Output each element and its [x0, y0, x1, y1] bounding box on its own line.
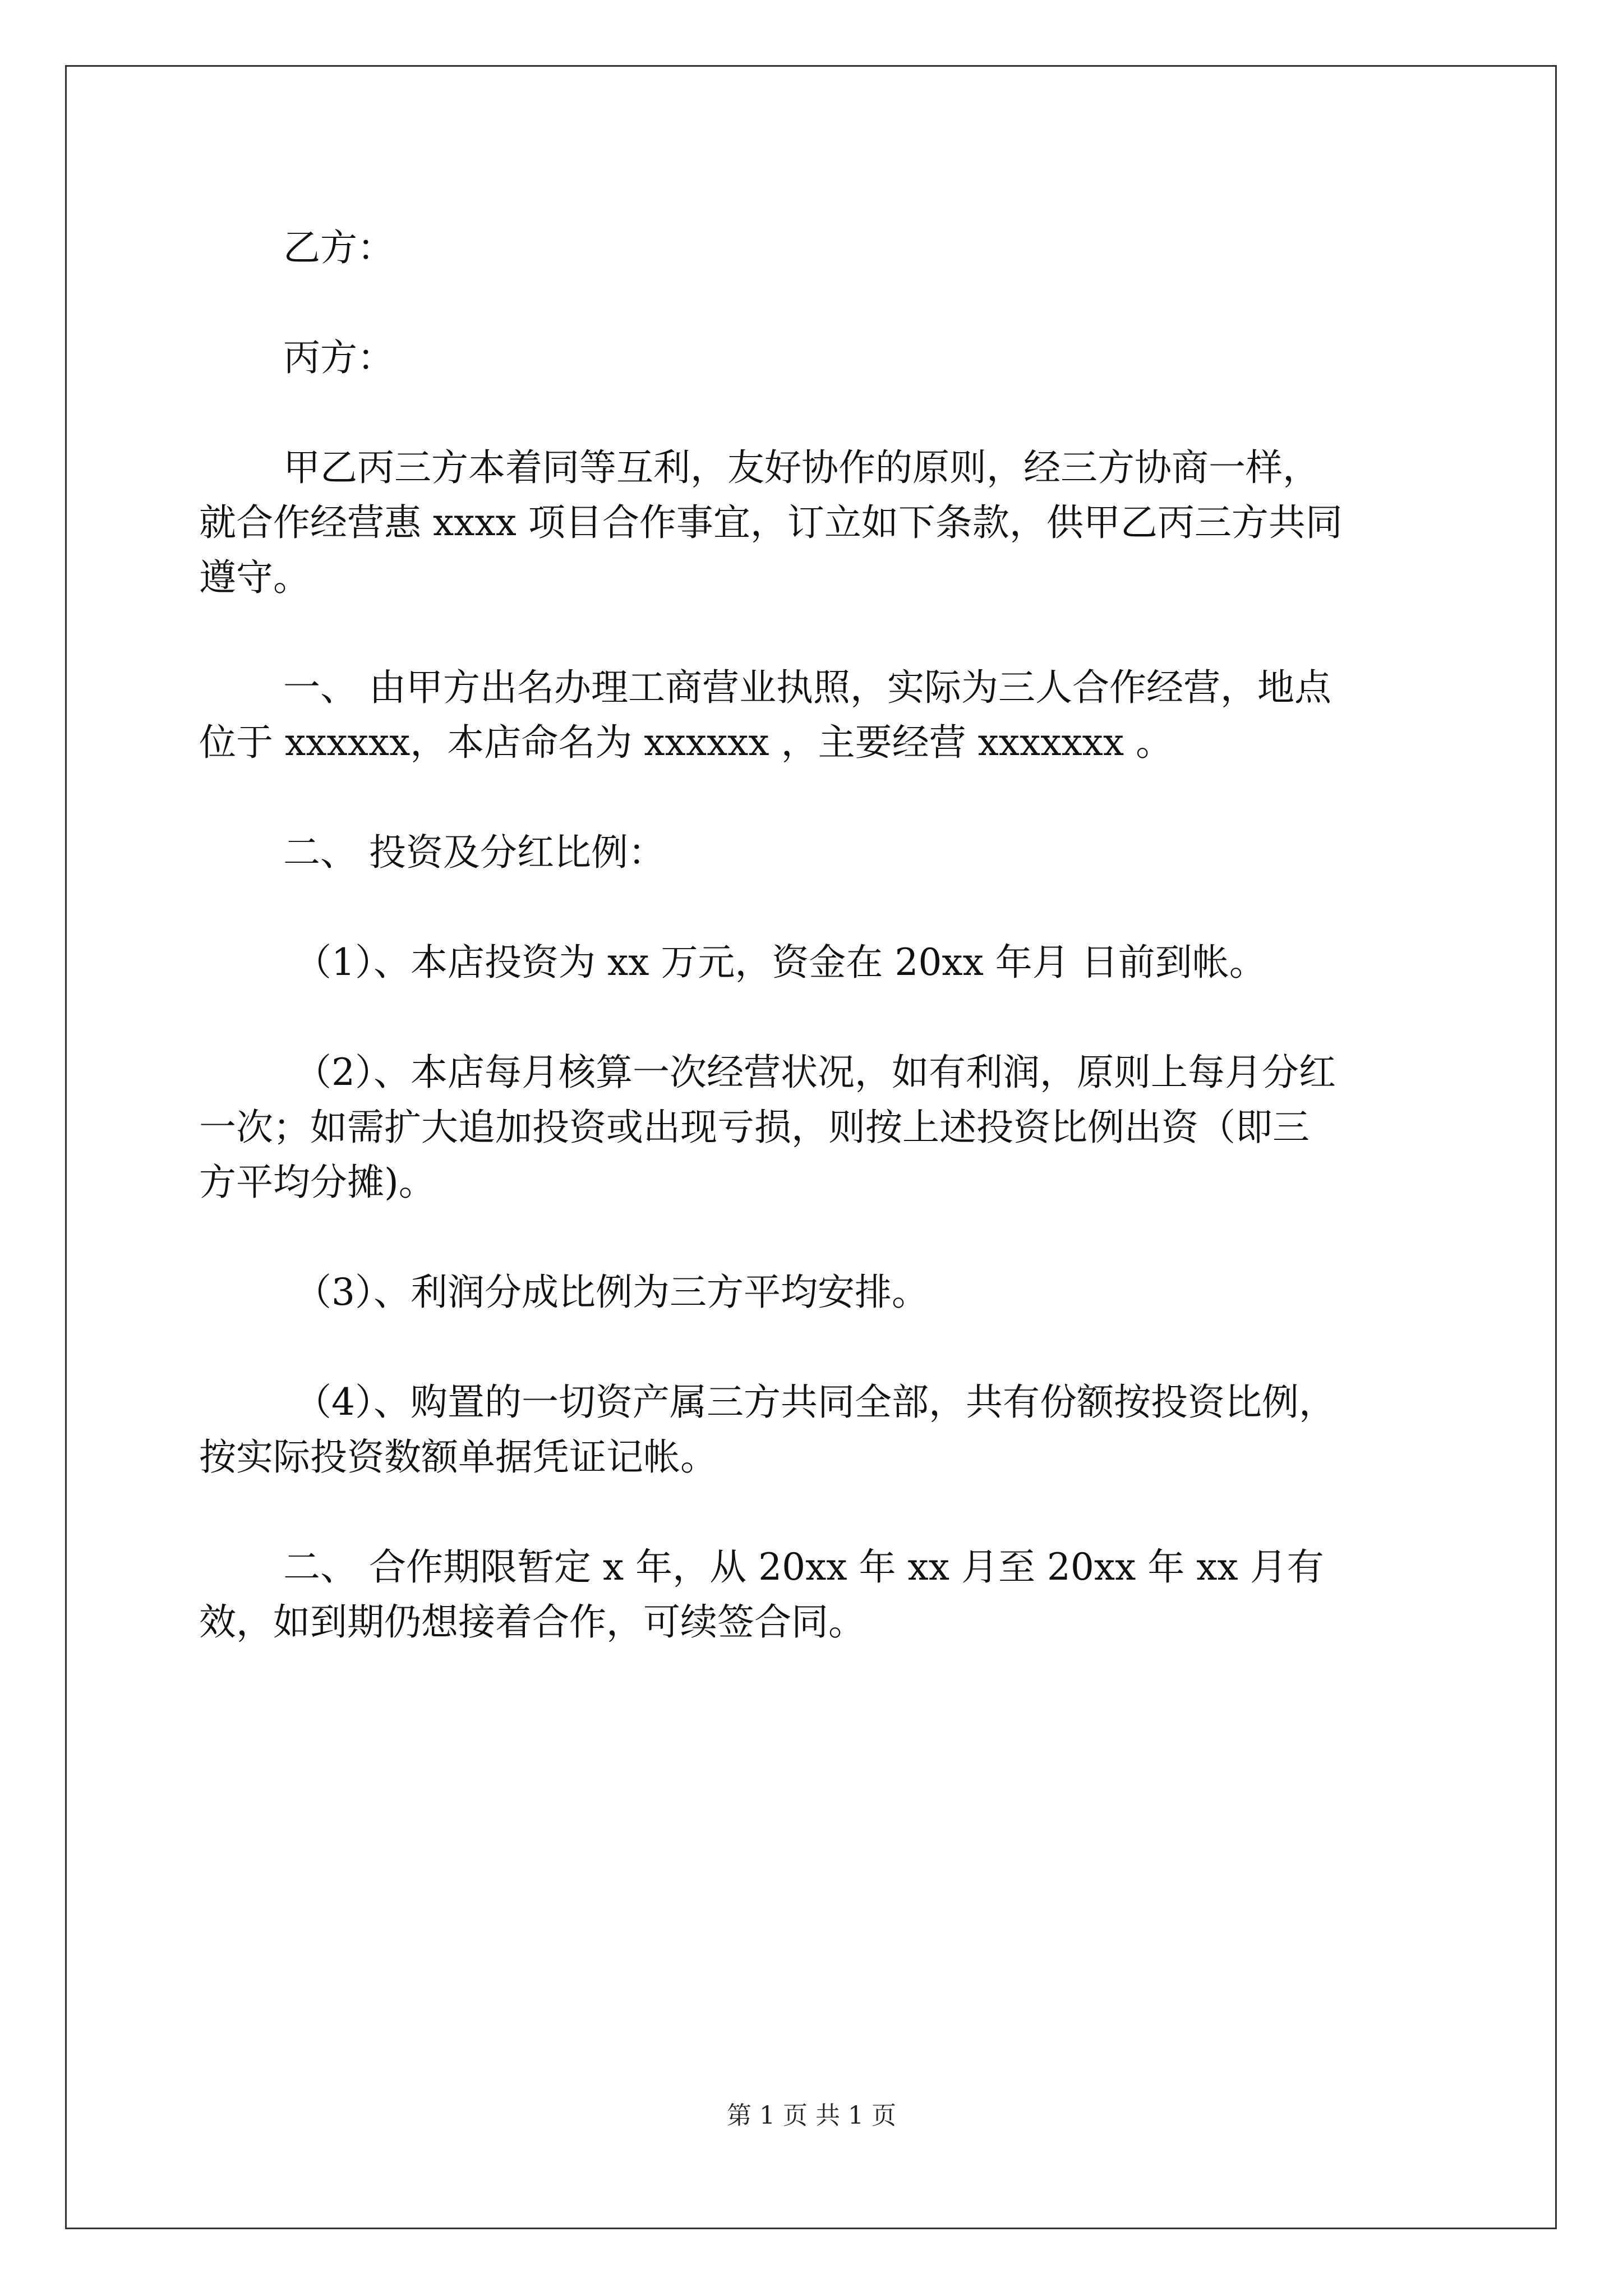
- paragraph-party-b: [199, 220, 1427, 275]
- text-line: 遵守。: [199, 556, 310, 599]
- document-body: [199, 220, 1427, 1650]
- text-line: 二、 合作期限暂定 x 年，从 20xx 年 xx 月至 20xx 年 xx 月有: [283, 1545, 1324, 1589]
- text-line: 乙方：: [283, 226, 394, 269]
- paragraph-item-4: [199, 1375, 1427, 1485]
- text-line: 按实际投资数额单据凭证记帐。: [199, 1435, 717, 1479]
- text-line: 一、 由甲方出名办理工商营业执照，实际为三人合作经营，地点: [283, 666, 1331, 709]
- paragraph-party-c: [199, 330, 1427, 385]
- text-line: （2）、本店每月核算一次经营状况，如有利润，原则上每月分红: [294, 1051, 1336, 1094]
- text-line: 甲乙丙三方本着同等互利，友好协作的原则，经三方协商一样，: [283, 446, 1320, 489]
- paragraph-clause-2-heading: [199, 825, 1427, 880]
- paragraph-item-2: [199, 1045, 1427, 1210]
- text-line: 丙方：: [283, 336, 394, 379]
- text-line: 位于 xxxxxx，本店命名为 xxxxxx ，主要经营 xxxxxxx 。: [199, 721, 1173, 764]
- text-line: （3）、利润分成比例为三方平均安排。: [294, 1271, 929, 1314]
- paragraph-clause-1: [199, 660, 1427, 770]
- text-line: 二、 投资及分红比例：: [283, 831, 665, 874]
- page-number: 第 1 页 共 1 页: [727, 2101, 896, 2130]
- text-line: 就合作经营惠 xxxx 项目合作事宜，订立如下条款，供甲乙丙三方共同: [199, 501, 1343, 544]
- paragraph-item-3: [199, 1265, 1427, 1320]
- text-line: 方平均分摊)。: [199, 1161, 436, 1204]
- text-line: 一次；如需扩大追加投资或出现亏损，则按上述投资比例出资（即三: [199, 1106, 1310, 1149]
- text-line: 效，如到期仍想接着合作，可续签合同。: [199, 1600, 865, 1644]
- paragraph-preamble: [199, 440, 1427, 605]
- paragraph-clause-term: [199, 1540, 1427, 1650]
- paragraph-item-1: [199, 935, 1427, 990]
- text-line: （1）、本店投资为 xx 万元，资金在 20xx 年月 日前到帐。: [294, 941, 1266, 984]
- text-line: （4）、购置的一切资产属三方共同全部，共有份额按投资比例，: [294, 1381, 1336, 1424]
